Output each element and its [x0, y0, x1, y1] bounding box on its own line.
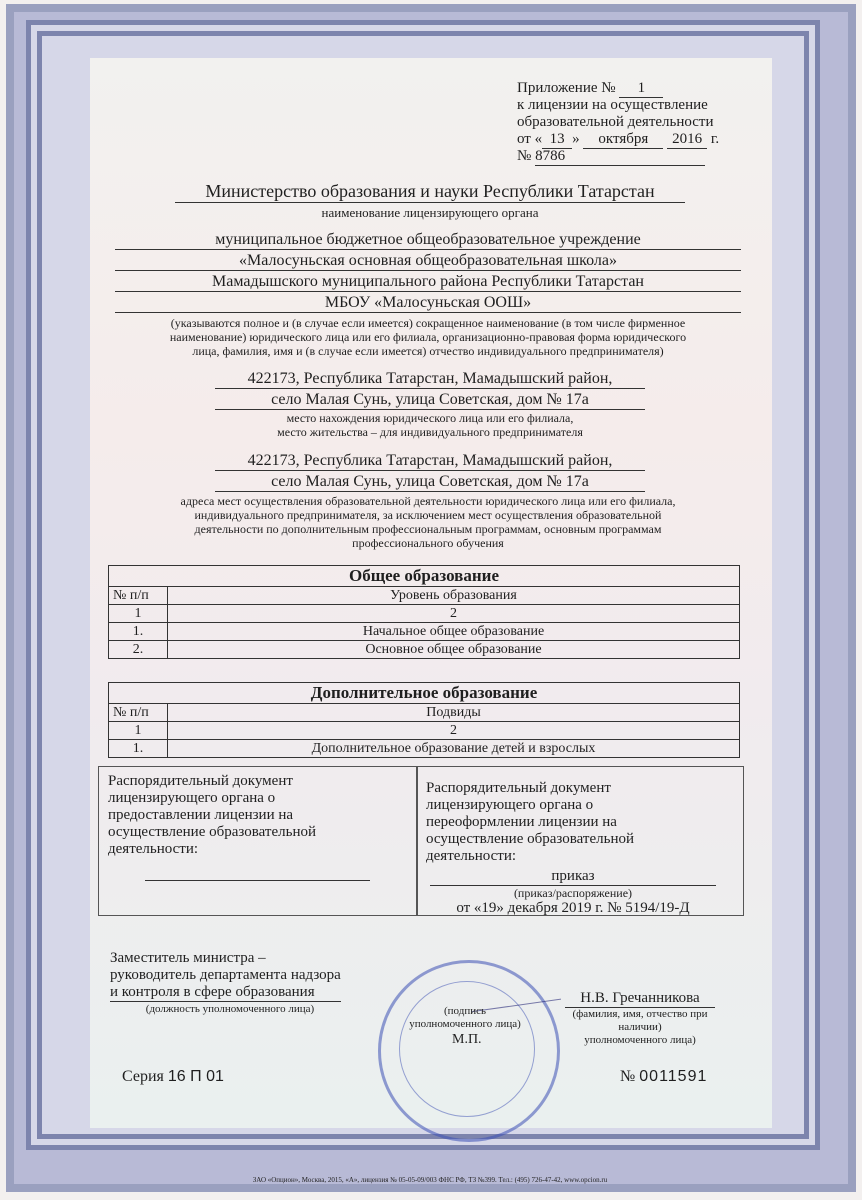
org-caption3: лица, фамилия, имя и (в случае если имеется) отчество индивидуального предпринимателя): [192, 344, 664, 358]
reissue-doc-ref: от «19» декабря 2019 г. № 5194/19-Д: [456, 900, 690, 916]
to-license-line1: к лицензии на осуществление: [517, 97, 708, 113]
activity-caption3: деятельности по дополнительным профессиональным программам, основным программам: [194, 522, 662, 536]
col-subtype-header: Подвиды: [168, 704, 740, 722]
location-caption1: место нахождения юридического лица или его филиала,: [286, 411, 574, 425]
activity-caption1: адреса мест осуществления образовательной деятельности юридического лица или его филиала,: [180, 494, 676, 508]
reissue-doc-type: приказ: [430, 868, 716, 886]
column-number-cell: 2: [168, 605, 740, 623]
org-caption1: (указываются полное и (в случае если имеется) сокращенное наименование (в том числе фирменное: [170, 316, 686, 330]
authority-caption: наименование лицензирующего органа: [321, 205, 539, 220]
table-row: 1. Дополнительное образование детей и взрослых: [109, 740, 740, 758]
activity-caption2: индивидуального предпринимателя, за исключением мест осуществления образовательной: [194, 508, 662, 522]
series-label: Серия 16 П 01: [122, 1068, 224, 1085]
col-level-header: Уровень образования: [168, 587, 740, 605]
reissue-doc-caption: (приказ/распоряжение): [513, 886, 633, 900]
appendix-number: 1: [619, 80, 663, 98]
grant-document-text: Распорядительный документ лицензирующего органа о предоставлении лицензии на осуществление образовательной деятельности:: [108, 773, 316, 857]
col-number-header: № п/п: [109, 704, 168, 722]
table-row: 2. Основное общее образование: [109, 641, 740, 659]
org-line1: муниципальное бюджетное общеобразовательное учреждение: [115, 231, 741, 250]
position-caption: (должность уполномоченного лица): [145, 1003, 315, 1015]
general-education-table: [108, 565, 740, 659]
additional-education-table: [108, 682, 740, 758]
signature-caption: (подпись уполномоченного лица): [409, 1005, 521, 1030]
table-row: 1. Начальное общее образование: [109, 623, 740, 641]
authority-name: Министерство образования и науки Республики Татарстан: [175, 181, 685, 203]
column-number-cell: 1: [109, 605, 168, 623]
org-short-name: МБОУ «Малосуньская ООШ»: [115, 294, 741, 313]
org-caption2: наименование) юридического лица или его филиала, организационно-правовая форма юридического: [169, 330, 687, 344]
reissue-document-text: Распорядительный документ лицензирующего органа о переоформлении лицензии на осуществление образовательной деятельности:: [426, 780, 634, 864]
org-line3: Мамадышского муниципального района Республики Татарстан: [115, 273, 741, 292]
location-line1: 422173, Республика Татарстан, Мамадышский район,: [215, 370, 645, 389]
mp-label: М.П.: [452, 1032, 482, 1047]
name-caption: (фамилия, имя, отчество при наличии) уполномоченного лица): [572, 1008, 708, 1046]
col-number-header: № п/п: [109, 587, 168, 605]
activity-address-line1: 422173, Республика Татарстан, Мамадышский район,: [215, 452, 645, 471]
general-education-title: Общее образование: [109, 566, 740, 587]
signer-position: Заместитель министра – руководитель департамента надзора и контроля в сфере образования: [110, 950, 341, 1000]
additional-education-title: Дополнительное образование: [109, 683, 740, 704]
license-number: № 8786: [517, 148, 705, 166]
form-number: № 0011591: [620, 1068, 708, 1085]
signer-name: Н.В. Гречанникова: [565, 990, 715, 1008]
grant-document-blank: [145, 880, 370, 881]
activity-address-line2: село Малая Сунь, улица Советская, дом № 17а: [215, 473, 645, 492]
appendix-label: Приложение № 1: [517, 80, 663, 98]
location-line2: село Малая Сунь, улица Советская, дом № 17а: [215, 391, 645, 410]
location-caption2: место жительства – для индивидуального предпринимателя: [277, 425, 583, 439]
column-number-cell: 1: [109, 722, 168, 740]
activity-caption4: профессионального обучения: [352, 536, 504, 550]
license-date: от « 13 » октября 2016 г.: [517, 131, 720, 147]
org-line2: «Малосуньская основная общеобразовательная школа»: [115, 252, 741, 271]
to-license-line2: образовательной деятельности: [517, 114, 714, 130]
printer-imprint: ЗАО «Опцион», Москва, 2015, «А», лицензия № 05-05-09/003 ФНС РФ, ТЗ №399. Тел.: (495) 726-47-42, www.opcion.ru: [252, 1176, 608, 1184]
column-number-cell: 2: [168, 722, 740, 740]
